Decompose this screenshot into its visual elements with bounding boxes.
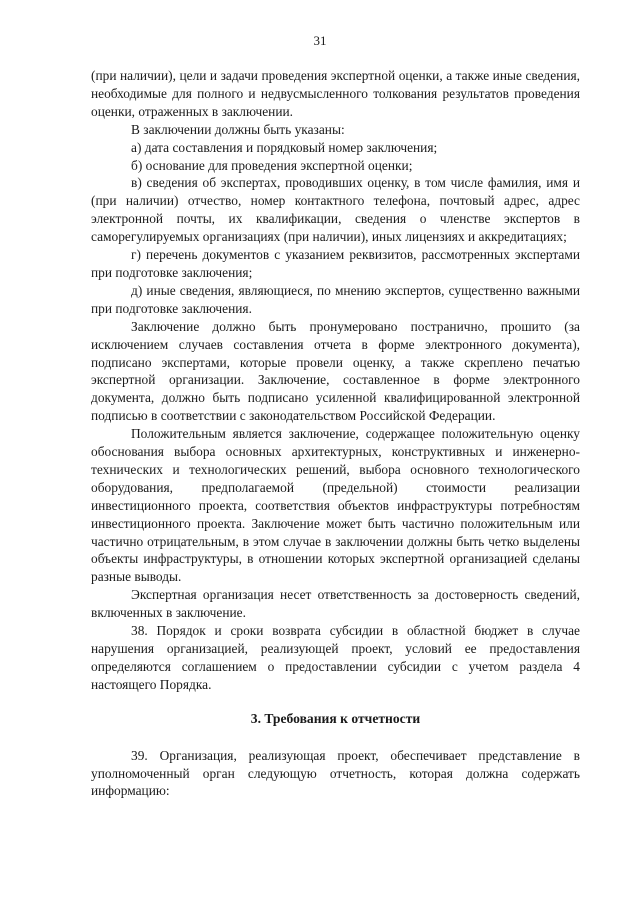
paragraph: Заключение должно быть пронумеровано постранично, прошито (за исключением случаев составления отчета в форме электронного документа), подписано экспертами, которые провели оценку, а также скреплено печатью экспертной организации. Заключение, составленное в форме электронного документа, должно быть подписано усиленной квалифицированной электронной подписью в соответствии с законодательством Российской Федерации.: [91, 318, 580, 424]
paragraph: в) сведения об экспертах, проводивших оценку, в том числе фамилия, имя и (при наличии) отчество, номер контактного телефона, почтовый адрес, адрес электронной почты, их квалификации, сведения о членстве экспертов в саморегулируемых организациях (при наличии), иных лицензиях и аккредитациях;: [91, 175, 580, 245]
paragraph: В заключении должны быть указаны:: [131, 121, 345, 137]
paragraphs-after-heading: [91, 747, 580, 801]
paragraphs-before-heading: [91, 67, 580, 694]
paragraph: а) дата составления и порядковый номер заключения;: [131, 139, 438, 155]
paragraph: 38. Порядок и сроки возврата субсидии в областной бюджет в случае нарушения организацией, реализующей проект, условий ее предоставления определяются соглашением о предоставлении субсидии с учетом раздела 4 настоящего Порядка.: [91, 623, 580, 692]
paragraph: (при наличии), цели и задачи проведения экспертной оценки, а также иные сведения, необходимые для полного и недвусмысленного толкования результатов проведения оценки, отраженных в заключении.: [91, 68, 580, 119]
paragraph: д) иные сведения, являющиеся, по мнению экспертов, существенно важными при подготовке заключения.: [91, 282, 580, 316]
paragraph: Экспертная организация несет ответственность за достоверность сведений, включенных в заключение.: [91, 587, 580, 621]
page-number: 31: [313, 33, 327, 48]
paragraph: б) основание для проведения экспертной оценки;: [131, 157, 413, 173]
section-heading: 3. Требования к отчетности: [250, 710, 421, 726]
paragraph: Положительным является заключение, содержащее положительную оценку обоснования выбора основных архитектурных, конструктивных и инженерно-технических и технологических решений, выбора основного технологического оборудования, предполагаемой (предельной) стоимости реализации инвестиционного проекта, соответствия объектов инфраструктуры потребностям инвестиционного проекта. Заключение может быть частично положительным или частично отрицательным, в этом случае в заключении должны быть четко выделены объекты инфраструктуры, в отношении которых экспертной организацией сделаны разные выводы.: [91, 426, 580, 585]
paragraph: 39. Организация, реализующая проект, обеспечивает представление в уполномоченный орган следующую отчетность, которая должна содержать информацию:: [91, 747, 580, 799]
document-body: [91, 67, 580, 800]
paragraph: г) перечень документов с указанием реквизитов, рассмотренных экспертами при подготовке заключения;: [91, 247, 580, 280]
